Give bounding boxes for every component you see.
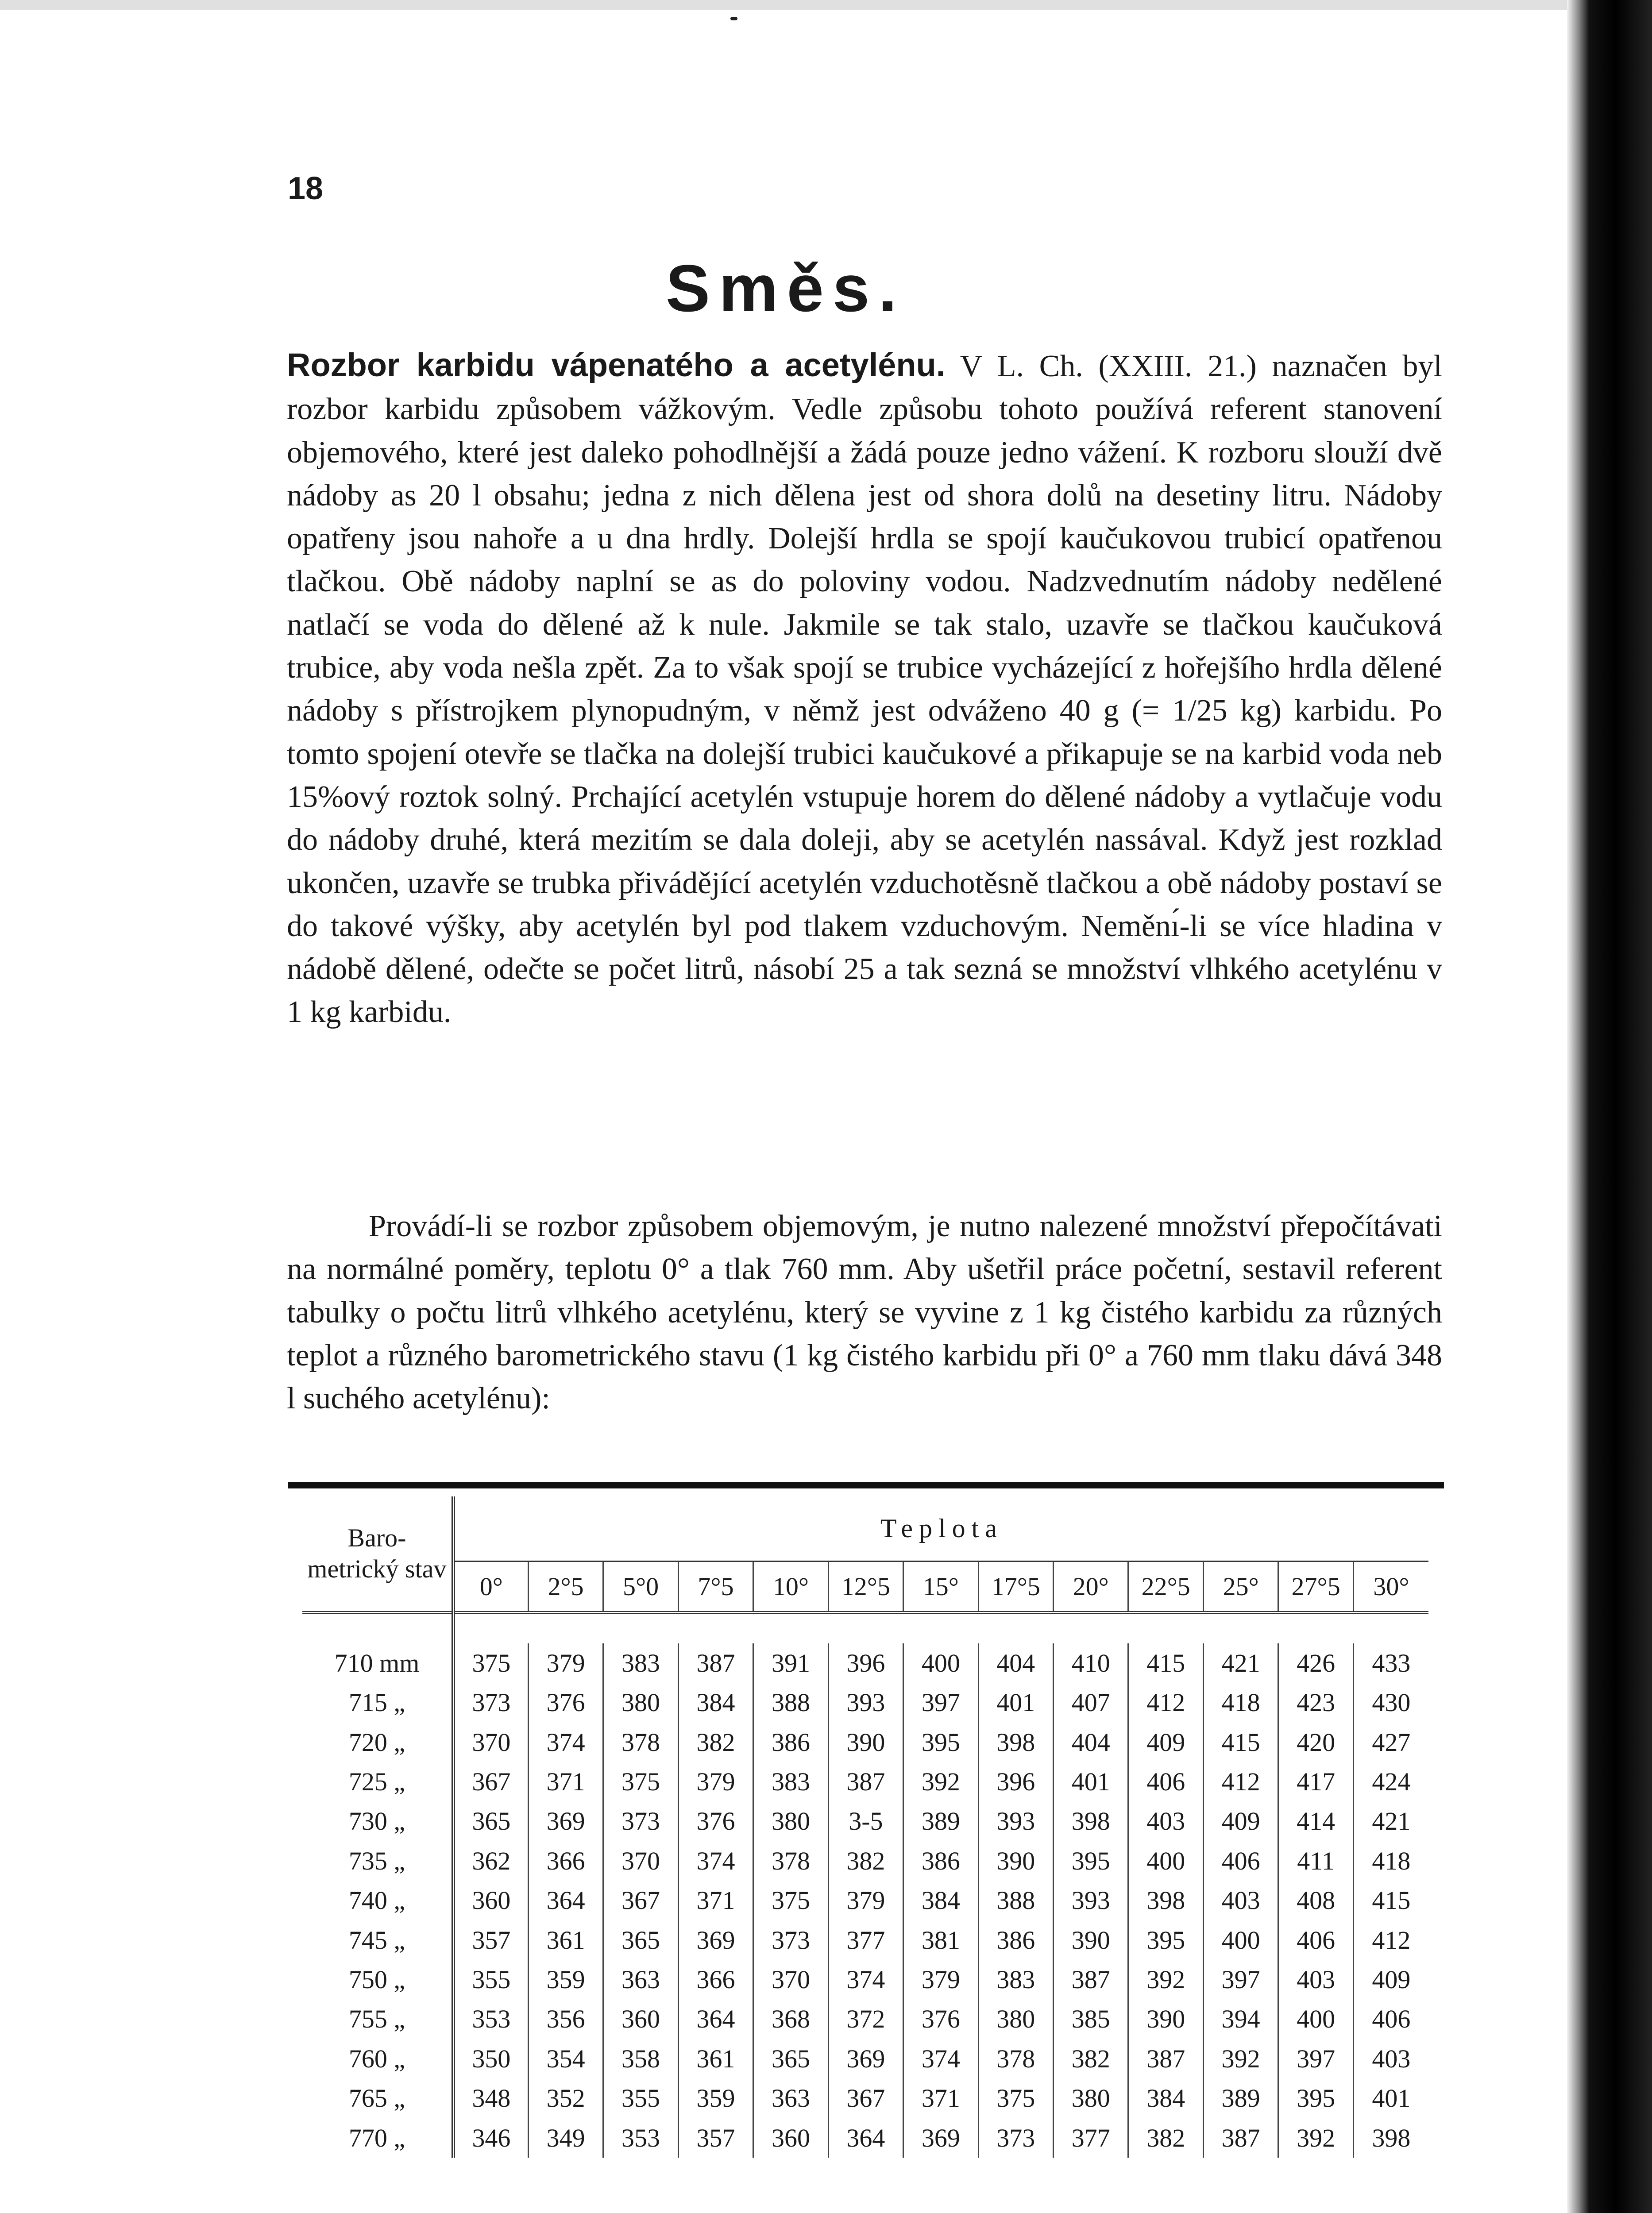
volume-cell: 409 — [1353, 1960, 1428, 1999]
table-row — [302, 2118, 1428, 2158]
paragraph-lead: Rozbor karbidu vápenatého a acetylénu. — [287, 347, 946, 383]
pressure-cell: 740 „ — [302, 1881, 453, 1920]
table-row — [302, 1999, 1428, 2039]
volume-cell: 393 — [1054, 1881, 1128, 1920]
volume-cell: 396 — [828, 1643, 903, 1683]
temperature-column-header: 20° — [1054, 1561, 1128, 1612]
volume-cell: 406 — [1203, 1841, 1278, 1881]
page-title: Směs. — [666, 251, 906, 325]
volume-cell: 363 — [603, 1960, 678, 1999]
volume-cell: 360 — [472, 1886, 511, 1915]
volume-cell: 383 — [978, 1960, 1053, 1999]
volume-cell: 392 — [1128, 1960, 1203, 1999]
volume-cell: 390 — [828, 1723, 903, 1762]
volume-cell: 381 — [903, 1920, 978, 1959]
volume-cell: 412 — [1353, 1920, 1428, 1959]
volume-cell: 379 — [528, 1643, 603, 1683]
volume-cell: 401 — [1353, 2078, 1428, 2118]
volume-cell: 397 — [1278, 2039, 1353, 2078]
volume-cell: 384 — [678, 1683, 753, 1722]
paragraph-analysis-body: V L. Ch. (XXIII. 21.) naznačen byl rozbor karbidu způsobem vážkovým. Vedle způsobu tohoto používá referent stanovení objemového, které jest daleko pohodlnější a žádá pouze jedno vážení. K rozboru slouží dvě nádoby as 20 l obsahu; jedna z nich dělena jest od shora dolů na desetiny litru. Nádoby opatřeny jsou nahoře a u dna hrdly. Dolejší hrdla se spojí kaučukovou trubicí opatřenou tlačkou. Obě nádoby naplní se as do poloviny vodou. Nadzvednutím nádoby nedělené natlačí se voda do dělené až k nule. Jakmile se tak stalo, uzavře se tlačkou kaučuková trubice, aby voda nešla zpět. Za to však spojí se trubice vycházející z hořejšího hrdla dělené nádoby s přístrojkem plynopudným, v němž jest odváženo 40 g (= 1/25 kg) karbidu. Po tomto spojení otevře se tlačka na dolejší trubici kaučukové a přikapuje se na karbid voda neb 15%ový roztok solný. Prchající acetylén vstupuje horem do dělené nádoby a vytlačuje vodu do nádoby druhé, která mezitím se dala doleji, aby se acetylén nassával. Když jest rozklad ukončen, uzavře se trubka přivádějící acetylén vzduchotěsně tlačkou a obě nádoby postaví se do takové výšky, aby acetylén byl pod tlakem vzduchovým. Neměnı́-li se více hladina v nádobě dělené, odečte se počet litrů, násobí 25 a tak sezná se množství vlhkého acetylénu v 1 kg karbidu. — [287, 349, 1442, 1029]
table-row — [302, 2078, 1428, 2118]
volume-cell: 380 — [753, 1801, 828, 1841]
volume-cell: 420 — [1278, 1723, 1353, 1762]
volume-cell: 384 — [903, 1881, 978, 1920]
volume-cell: 426 — [1278, 1643, 1353, 1683]
pressure-cell: 710 mm — [302, 1643, 453, 1683]
volume-cell: 365 — [472, 1807, 511, 1836]
volume-cell: 388 — [978, 1881, 1053, 1920]
temperature-column-header: 22°5 — [1128, 1561, 1203, 1612]
volume-cell: 392 — [1278, 2118, 1353, 2158]
table-row — [302, 1643, 1428, 1683]
volume-cell: 364 — [528, 1881, 603, 1920]
table-row — [302, 1723, 1428, 1762]
volume-cell: 384 — [1128, 2078, 1203, 2118]
baro-header: Baro-metrický stav — [302, 1496, 453, 1612]
volume-cell: 412 — [1203, 1762, 1278, 1801]
temperature-column-header: 12°5 — [828, 1561, 903, 1612]
volume-cell: 404 — [978, 1643, 1053, 1683]
temperature-column-header: 25° — [1203, 1561, 1278, 1612]
volume-cell: 377 — [828, 1920, 903, 1959]
volume-cell: 403 — [1278, 1960, 1353, 1999]
volume-cell: 357 — [678, 2118, 753, 2158]
volume-cell: 433 — [1353, 1643, 1428, 1683]
volume-cell: 417 — [1278, 1762, 1353, 1801]
volume-cell: 376 — [903, 1999, 978, 2039]
volume-cell: 395 — [1054, 1841, 1128, 1881]
volume-cell: 387 — [1054, 1960, 1128, 1999]
volume-cell: 409 — [1203, 1801, 1278, 1841]
pressure-cell: 755 „ — [302, 1999, 453, 2039]
volume-cell: 398 — [978, 1723, 1053, 1762]
volume-cell: 423 — [1278, 1683, 1353, 1722]
volume-cell: 421 — [1353, 1801, 1428, 1841]
volume-cell: 361 — [678, 2039, 753, 2078]
volume-cell: 410 — [1054, 1643, 1128, 1683]
volume-cell: 415 — [1128, 1643, 1203, 1683]
volume-cell: 385 — [1054, 1999, 1128, 2039]
volume-cell: 394 — [1203, 1999, 1278, 2039]
volume-cell: 388 — [753, 1683, 828, 1722]
volume-cell: 374 — [678, 1841, 753, 1881]
volume-cell: 346 — [472, 2123, 511, 2152]
volume-cell: 369 — [903, 2118, 978, 2158]
volume-cell: 367 — [828, 2078, 903, 2118]
volume-cell: 404 — [1054, 1723, 1128, 1762]
volume-cell: 418 — [1203, 1683, 1278, 1722]
volume-cell: 354 — [528, 2039, 603, 2078]
volume-cell: 349 — [528, 2118, 603, 2158]
pressure-cell: 760 „ — [302, 2039, 453, 2078]
volume-cell: 356 — [528, 1999, 603, 2039]
volume-cell: 376 — [678, 1801, 753, 1841]
volume-cell: 374 — [528, 1723, 603, 1762]
table-row — [302, 1881, 1428, 1920]
volume-cell: 378 — [978, 2039, 1053, 2078]
volume-cell: 3-5 — [828, 1801, 903, 1841]
volume-cell: 387 — [828, 1762, 903, 1801]
volume-cell: 382 — [678, 1723, 753, 1762]
volume-cell: 389 — [1203, 2078, 1278, 2118]
volume-cell: 376 — [528, 1683, 603, 1722]
volume-cell: 370 — [603, 1841, 678, 1881]
volume-cell: 387 — [1203, 2118, 1278, 2158]
volume-cell: 378 — [603, 1723, 678, 1762]
volume-cell: 414 — [1278, 1801, 1353, 1841]
volume-cell: 409 — [1128, 1723, 1203, 1762]
volume-cell: 403 — [1128, 1801, 1203, 1841]
volume-cell: 412 — [1128, 1683, 1203, 1722]
volume-cell: 406 — [1353, 1999, 1428, 2039]
volume-cell: 390 — [978, 1841, 1053, 1881]
volume-cell: 366 — [678, 1960, 753, 1999]
volume-cell: 403 — [1203, 1881, 1278, 1920]
volume-cell: 365 — [603, 1920, 678, 1959]
volume-cell: 393 — [978, 1801, 1053, 1841]
page-number: 18 — [288, 171, 324, 206]
volume-cell: 371 — [528, 1762, 603, 1801]
volume-cell: 350 — [472, 2044, 511, 2073]
volume-cell: 374 — [903, 2039, 978, 2078]
volume-cell: 379 — [828, 1881, 903, 1920]
volume-cell: 395 — [1278, 2078, 1353, 2118]
scan-speck — [730, 17, 737, 20]
volume-cell: 380 — [978, 1999, 1053, 2039]
volume-cell: 406 — [1278, 1920, 1353, 1959]
volume-cell: 397 — [1203, 1960, 1278, 1999]
volume-cell: 360 — [603, 1999, 678, 2039]
volume-cell: 371 — [678, 1881, 753, 1920]
volume-cell: 364 — [828, 2118, 903, 2158]
temperature-column-header: 15° — [903, 1561, 978, 1612]
volume-cell: 368 — [753, 1999, 828, 2039]
volume-cell: 375 — [603, 1762, 678, 1801]
volume-cell: 398 — [1128, 1881, 1203, 1920]
volume-cell: 387 — [678, 1643, 753, 1683]
volume-cell: 400 — [1203, 1920, 1278, 1959]
volume-cell: 383 — [603, 1643, 678, 1683]
pressure-cell: 765 „ — [302, 2078, 453, 2118]
volume-cell: 406 — [1128, 1762, 1203, 1801]
volume-cell: 375 — [472, 1648, 511, 1677]
volume-cell: 392 — [1203, 2039, 1278, 2078]
table-row — [302, 1841, 1428, 1881]
pressure-cell: 750 „ — [302, 1960, 453, 1999]
volume-cell: 395 — [903, 1723, 978, 1762]
volume-cell: 377 — [1054, 2118, 1128, 2158]
table-row — [302, 1801, 1428, 1841]
volume-cell: 373 — [978, 2118, 1053, 2158]
volume-cell: 355 — [603, 2078, 678, 2118]
volume-cell: 421 — [1203, 1643, 1278, 1683]
scan-top-edge — [0, 0, 1652, 10]
volume-cell: 374 — [828, 1960, 903, 1999]
volume-cell: 378 — [753, 1841, 828, 1881]
volume-cell: 415 — [1353, 1881, 1428, 1920]
temperature-column-header: 0° — [479, 1572, 503, 1601]
volume-cell: 392 — [903, 1762, 978, 1801]
acetylene-table — [302, 1496, 1428, 2158]
volume-cell: 400 — [1278, 1999, 1353, 2039]
volume-cell: 373 — [472, 1688, 511, 1717]
volume-cell: 390 — [1054, 1920, 1128, 1959]
pressure-cell: 770 „ — [302, 2118, 453, 2158]
volume-cell: 415 — [1203, 1723, 1278, 1762]
volume-cell: 390 — [1128, 1999, 1203, 2039]
volume-cell: 348 — [472, 2084, 511, 2113]
temperature-column-header: 5°0 — [603, 1561, 678, 1612]
volume-cell: 380 — [603, 1683, 678, 1722]
volume-cell: 403 — [1353, 2039, 1428, 2078]
volume-cell: 396 — [978, 1762, 1053, 1801]
temperature-header: Teplota — [453, 1496, 1428, 1561]
pressure-cell: 715 „ — [302, 1683, 453, 1722]
volume-cell: 375 — [978, 2078, 1053, 2118]
volume-cell: 382 — [828, 1841, 903, 1881]
temperature-column-header: 10° — [753, 1561, 828, 1612]
volume-cell: 391 — [753, 1643, 828, 1683]
volume-cell: 364 — [678, 1999, 753, 2039]
volume-cell: 408 — [1278, 1881, 1353, 1920]
volume-cell: 418 — [1353, 1841, 1428, 1881]
pressure-cell: 735 „ — [302, 1841, 453, 1881]
volume-cell: 400 — [1128, 1841, 1203, 1881]
volume-cell: 386 — [903, 1841, 978, 1881]
volume-cell: 367 — [603, 1881, 678, 1920]
volume-cell: 401 — [978, 1683, 1053, 1722]
volume-cell: 353 — [472, 2005, 511, 2034]
volume-cell: 375 — [753, 1881, 828, 1920]
table-top-rule — [288, 1482, 1444, 1488]
volume-cell: 400 — [903, 1643, 978, 1683]
temperature-column-header: 2°5 — [528, 1561, 603, 1612]
volume-cell: 386 — [753, 1723, 828, 1762]
volume-cell: 359 — [678, 2078, 753, 2118]
temperature-column-header: 17°5 — [978, 1561, 1053, 1612]
volume-cell: 389 — [903, 1801, 978, 1841]
volume-cell: 411 — [1278, 1841, 1353, 1881]
table-row — [302, 2039, 1428, 2078]
volume-cell: 395 — [1128, 1920, 1203, 1959]
volume-cell: 373 — [603, 1801, 678, 1841]
volume-cell: 353 — [603, 2118, 678, 2158]
volume-cell: 424 — [1353, 1762, 1428, 1801]
temperature-column-header: 30° — [1353, 1561, 1428, 1612]
volume-cell: 369 — [828, 2039, 903, 2078]
volume-cell: 365 — [753, 2039, 828, 2078]
volume-cell: 367 — [472, 1767, 511, 1797]
volume-cell: 359 — [528, 1960, 603, 1999]
volume-cell: 401 — [1054, 1762, 1128, 1801]
volume-cell: 369 — [678, 1920, 753, 1959]
volume-cell: 366 — [528, 1841, 603, 1881]
volume-cell: 393 — [828, 1683, 903, 1722]
volume-cell: 372 — [828, 1999, 903, 2039]
volume-cell: 370 — [472, 1727, 511, 1757]
volume-cell: 379 — [903, 1960, 978, 1999]
paragraph-volumetric: Provádí-li se rozbor způsobem objemovým, je nutno nalezené množství přepočítávati na normálné poměry, teplotu 0° a tlak 760 mm. Aby ušetřil práce početní, sestavil referent tabulky o počtu litrů vlhkého acetylénu, který se vyvine z 1 kg čistého karbidu za různých teplot a různého barometrického stavu (1 kg čistého karbidu při 0° a 760 mm tlaku dává 348 l suchého acetylénu): — [287, 1209, 1442, 1416]
table-row — [302, 1960, 1428, 1999]
volume-cell: 352 — [528, 2078, 603, 2118]
volume-cell: 363 — [753, 2078, 828, 2118]
table-row — [302, 1762, 1428, 1801]
pressure-cell: 725 „ — [302, 1762, 453, 1801]
paragraph-analysis — [287, 343, 1442, 1034]
volume-cell: 358 — [603, 2039, 678, 2078]
volume-cell: 362 — [472, 1846, 511, 1875]
volume-cell: 427 — [1353, 1723, 1428, 1762]
volume-cell: 379 — [678, 1762, 753, 1801]
scan-right-edge — [1567, 0, 1652, 2213]
volume-cell: 407 — [1054, 1683, 1128, 1722]
volume-cell: 430 — [1353, 1683, 1428, 1722]
volume-cell: 387 — [1128, 2039, 1203, 2078]
volume-cell: 398 — [1054, 1801, 1128, 1841]
pressure-cell: 730 „ — [302, 1801, 453, 1841]
volume-cell: 386 — [978, 1920, 1053, 1959]
volume-cell: 382 — [1054, 2039, 1128, 2078]
volume-cell: 397 — [903, 1683, 978, 1722]
volume-cell: 360 — [753, 2118, 828, 2158]
table-row — [302, 1920, 1428, 1959]
volume-cell: 382 — [1128, 2118, 1203, 2158]
volume-cell: 398 — [1353, 2118, 1428, 2158]
pressure-cell: 745 „ — [302, 1920, 453, 1959]
volume-cell: 371 — [903, 2078, 978, 2118]
temperature-column-header: 7°5 — [678, 1561, 753, 1612]
volume-cell: 361 — [528, 1920, 603, 1959]
volume-cell: 370 — [753, 1960, 828, 1999]
volume-cell: 357 — [472, 1925, 511, 1955]
volume-cell: 380 — [1054, 2078, 1128, 2118]
table-row — [302, 1683, 1428, 1722]
volume-cell: 355 — [472, 1965, 511, 1994]
temperature-column-header: 27°5 — [1278, 1561, 1353, 1612]
volume-cell: 383 — [753, 1762, 828, 1801]
volume-cell: 373 — [753, 1920, 828, 1959]
pressure-cell: 720 „ — [302, 1723, 453, 1762]
volume-cell: 369 — [528, 1801, 603, 1841]
